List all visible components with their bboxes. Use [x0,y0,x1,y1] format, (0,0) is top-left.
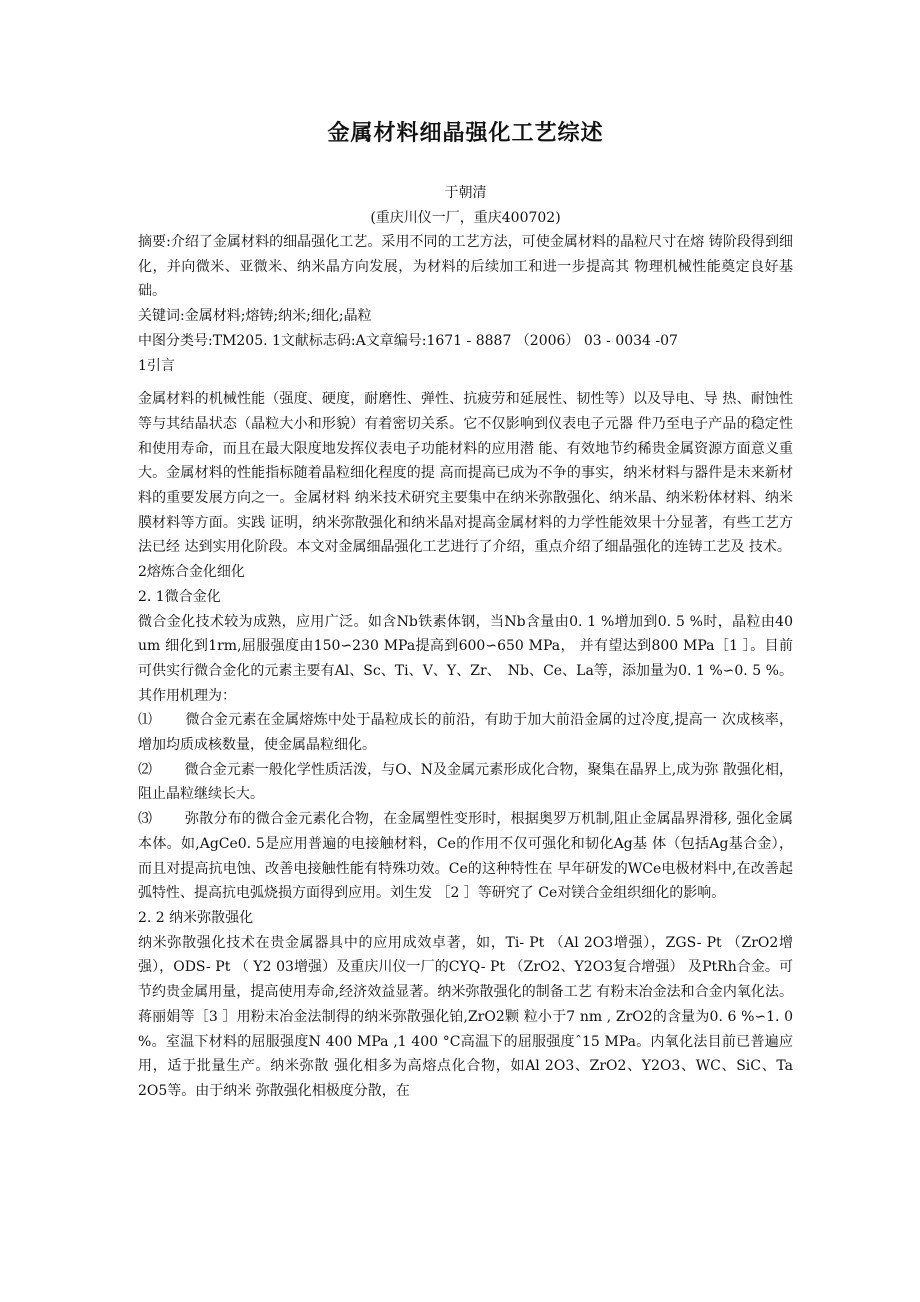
subsection-heading-nano-dispersion: 2. 2 纳米弥散强化 [138,909,254,926]
keywords: 关键词:金属材料;熔铸;纳米;细化;晶粒 [138,308,372,325]
author-name: 于朝清 [444,185,487,201]
subsection-heading-microalloying: 2. 1微合金化 [138,588,221,605]
mechanism-item-2: ⑵ 微合金元素一般化学性质活泼，与O、N及金属元素形成化合物，聚集在晶界上,成为弥 散强化相，阻止晶粒继续长大。 [138,761,793,803]
paper-title: 金属材料细晶强化工艺综述 [327,120,604,146]
classification-info: 中图分类号:TM205. 1文献标志码:A文章编号:1671 - 8887 （2006） 03 - 0034 -07 [138,332,678,349]
nano-dispersion-paragraph: 纳米弥散强化技术在贵金属器具中的应用成效卓著，如，Ti- Pt （Al 2O3增强），ZGS- Pt （ZrO2增强），ODS- Pt （ Y2 03增强）及重庆川仪一厂的CYQ- Pt （ZrO2、Y2O3复合增强） 及PtRh合金。可节约贵金属用量，提高使用寿命,经济效益显著。纳米弥散强化的制备工艺 有粉末冶金法和合金内氧化法。蒋丽娟等［3 ］用粉末冶金法制得的纳米弥散强化铂,ZrO2颗 粒小于7 nm , ZrO2的含量为0. 6 %∽1. 0 %。室温下材料的屈服强度N 400 MPa ,1 400 °C高温下的屈服强度ˆ15 MPa。内氧化法目前已普遍应用，适于批量生产。纳米弥散 强化相多为高熔点化合物，如Al 2O3、ZrO2、Y2O3、WC、SiC、Ta 2O5等。由于纳米 弥散强化相极度分散，在 [138,934,793,1099]
paper-body [138,230,793,1104]
author-affiliation: (重庆川仪一厂，重庆400702) [370,210,561,226]
section-heading-introduction: 1引言 [138,357,175,374]
mechanism-item-3: ⑶ 弥散分布的微合金元素化合物，在金属塑性变形时，根据奥罗万机制,阻止金属晶界滑移, 强化金属本体。如,AgCe0. 5是应用普遍的电接触材料，Ce的作用不仅可强化和韧化Ag基 体（包括Ag基合金），而且对提高抗电蚀、改善电接触性能有特殊功效。Ce的这种特性在 早年研发的WCe电极材料中,在改善起弧特性、提高抗电弧烧损方面得到应用。刘生发 ［2 ］等研究了 Ce对镁合金组织细化的影响。 [138,811,793,902]
section-heading-alloying: 2熔炼合金化细化 [138,564,245,581]
abstract: 摘要:介绍了金属材料的细晶强化工艺。采用不同的工艺方法，可使金属材料的晶粒尺寸在熔 铸阶段得到细化，并向微米、亚微米、纳米晶方向发展，为材料的后续加工和进一步提高其 物理机械性能奠定良好基础。 [138,234,793,300]
microalloying-paragraph: 微合金化技术较为成熟，应用广泛。如含Nb铁素体钢，当Nb含量由0. 1 %增加到0. 5 %时，晶粒由40 um 细化到1rm,屈服强度由150∽230 MPa提高到600∽650 MPa， 并有望达到800 MPa［1 ］。目前可供实行微合金化的元素主要有Al、Sc、Ti、V、Y、Zr、 Nb、Ce、La等，添加量为0. 1 %∽0. 5 %。其作用机理为： [138,613,793,704]
introduction-paragraph: 金属材料的机械性能（强度、硬度，耐磨性、弹性、抗疲劳和延展性、韧性等）以及导电、导 热、耐蚀性等与其结晶状态（晶粒大小和形貌）有着密切关系。它不仅影响到仪表电子元器 件乃至电子产品的稳定性和使用寿命，而且在最大限度地发挥仪表电子功能材料的应用潜 能、有效地节约稀贵金属资源方面意义重大。金属材料的性能指标随着晶粒细化程度的提 高而提高已成为不争的事实，纳米材料与器件是未来新材料的重要发展方向之一。金属材料 纳米技术研究主要集中在纳米弥散强化、纳米晶、纳米粉体材料、纳米膜材料等方面。实践 证明，纳米弥散强化和纳米晶对提高金属材料的力学性能效果十分显著，有些工艺方法已经 达到实用化阶段。本文对金属细晶强化工艺进行了介绍，重点介绍了细晶强化的连铸工艺及 技术。 [138,391,793,556]
mechanism-item-1: ⑴ 微合金元素在金属熔炼中处于晶粒成长的前沿，有助于加大前沿金属的过冷度,提高一 次成核率，增加均质成核数量，使金属晶粒细化。 [138,712,793,754]
